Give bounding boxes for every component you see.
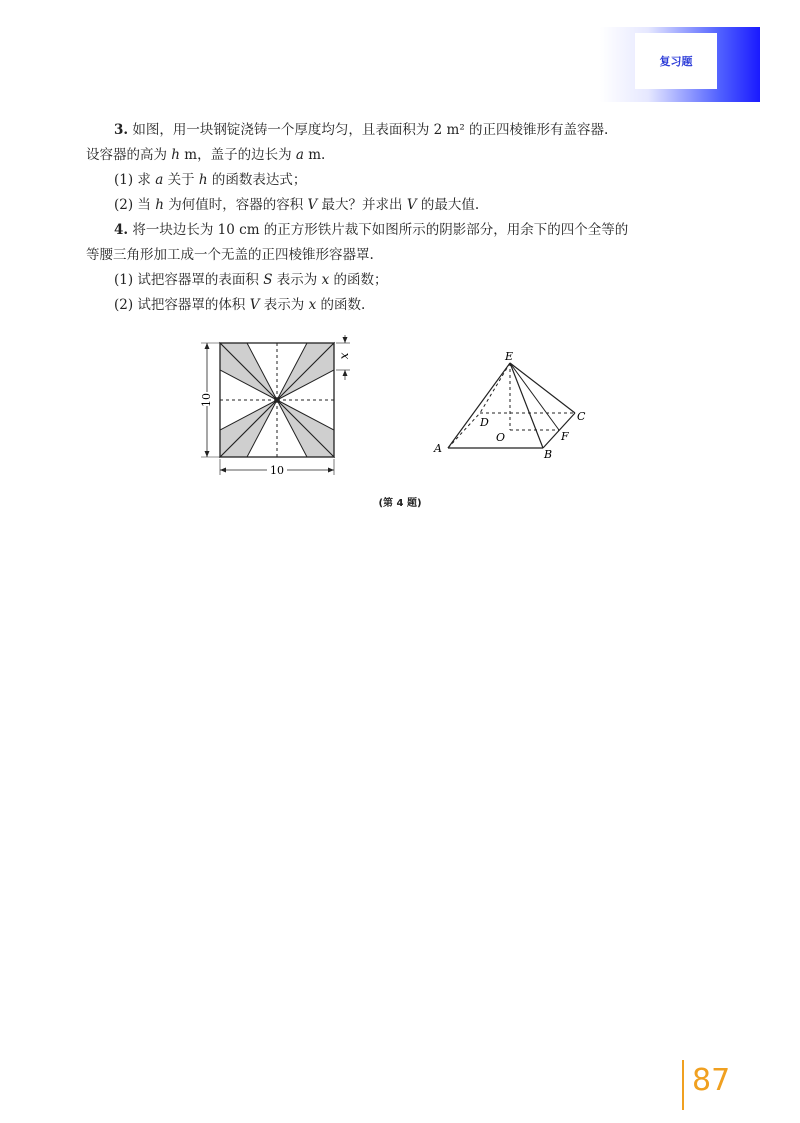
- vertex-label-A: A: [434, 442, 442, 455]
- square-sheet-figure: [195, 333, 360, 483]
- vertex-label-D: D: [480, 416, 489, 429]
- arrow-head: [343, 370, 348, 376]
- arrow-head: [343, 337, 348, 343]
- label-x: x: [338, 352, 353, 360]
- exercise-content: [86, 118, 706, 318]
- vertex-label-O: O: [496, 431, 506, 444]
- q4-line1: 4. 将一块边长为 10 cm 的正方形铁片裁下如图所示的阴影部分，用余下的四个全等的: [114, 222, 629, 238]
- arrow-head: [205, 343, 210, 349]
- label-10-vertical: 10: [200, 393, 213, 407]
- q4-part2: (2) 试把容器罩的体积 V 表示为 x 的函数.: [114, 297, 366, 313]
- label-10-horizontal: 10: [270, 464, 284, 477]
- figure-caption: (第 4 题): [378, 498, 422, 509]
- vertex-label-E: E: [505, 350, 514, 363]
- q4-part1: (1) 试把容器罩的表面积 S 表示为 x 的函数；: [114, 272, 388, 288]
- q3-part2: (2) 当 h 为何值时，容器的容积 V 最大？并求出 V 的最大值.: [114, 197, 480, 213]
- edge-AD-hidden: [448, 413, 480, 448]
- q3-part1: (1) 求 a 关于 h 的函数表达式；: [114, 172, 307, 188]
- q4-line2: 等腰三角形加工成一个无盖的正四棱锥形容器罩.: [86, 247, 374, 263]
- section-title: 复习题: [659, 55, 693, 68]
- arrow-head: [328, 468, 334, 473]
- q3-line1: 3. 如图，用一块钢锭浇铸一个厚度均匀，且表面积为 2 m² 的正四棱锥形有盖容器.: [114, 122, 609, 138]
- page-number-rule: [682, 1060, 684, 1110]
- vertex-label-B: B: [544, 448, 553, 461]
- arrow-head: [205, 451, 210, 457]
- page-number: 87: [692, 1063, 731, 1098]
- q3-line2: 设容器的高为 h m，盖子的边长为 a m.: [86, 147, 326, 163]
- edge-ED-hidden: [480, 363, 510, 413]
- arrow-head: [220, 468, 226, 473]
- edge-EF: [510, 363, 559, 430]
- vertex-label-F: F: [561, 430, 569, 443]
- pyramid-figure: [428, 348, 603, 463]
- vertex-label-C: C: [577, 410, 586, 423]
